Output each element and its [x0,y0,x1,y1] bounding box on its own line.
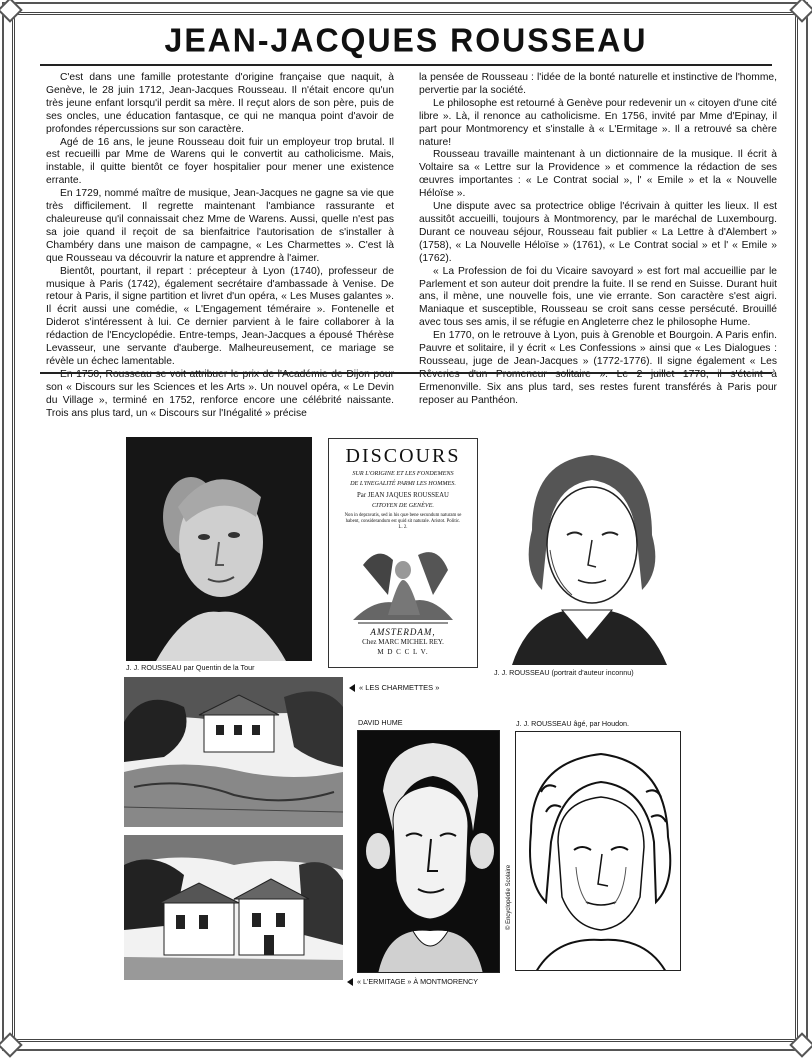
page-title: JEAN-JACQUES ROUSSEAU [164,21,648,59]
caption-ermitage-text: « L'ERMITAGE » À MONTMORENCY [357,977,479,986]
paragraph: Agé de 16 ans, le jeune Rousseau doit fuir un employeur trop brutal. Il est recueilli par Mme de Warens qui le convertit au catholicisme. Mais, instable, il quitte bientôt ce foyer hospitalier pour mener une existence errante. [46,136,394,187]
paragraph: Une dispute avec sa protectrice oblige l'écrivain à quitter les lieux. Il est aussitôt accueilli, toujours à Montmorency, par le maréchal de Luxembourg. Durant ce nouveau séjour, Rousseau fait publier « La Lettre à d'Alembert » (1758), « La Nouvelle Héloïse » (1761), « Le Contrat social » et l' « Emile » (1762). [419,201,777,264]
text-end-rule [40,372,772,374]
caption-ermitage [347,977,478,986]
david-hume-image [357,730,500,973]
les-charmettes-image [124,677,343,827]
book-vignette-image [348,535,458,625]
text-column-right [419,72,777,408]
paragraph: la pensée de Rousseau : l'idée de la bonté naturelle et instinctive de l'homme, pervertie par la société. [419,72,777,96]
book-author: Par JEAN JAQUES ROUSSEAU [357,492,449,499]
rousseau-houdon-image [515,731,681,971]
arrow-left-icon [347,978,353,986]
book-citizen: CITOYEN DE GENÈVE. [372,502,434,509]
paragraph: Rousseau travaille maintenant à un dictionnaire de la musique. Il écrit à Voltaire sa « Lettre sur la Providence » et commence la rédaction de ses œuvres importantes : « Le Contrat social », l' « Emile » et la « Nouvelle Héloïse ». [419,149,777,200]
paragraph: En 1729, nommé maître de musique, Jean-Jacques ne gagne sa vie que très difficilement. Il regrette maintenant l'ambiance rassurante et chaleureuse qu'il connaissait chez Mme de Warens. Aussi, quelle n'est pas sa joie quand il reçoit de sa bienfaitrice l'autorisation de s'installer à Chambéry dans une maison de campagne, « Les Charmettes ». C'est là que Rousseau va découvrir la nature et apprendre à l'aimer. [46,188,394,264]
text-column-left [46,72,394,420]
book-title-page [328,438,478,668]
copyright-notice: © Encyclopédie Scolaire [506,864,512,930]
book-year: M D C C L V. [377,648,429,656]
title-rule [40,64,772,66]
book-subtitle: DE L'INEGALITÉ PARMI LES HOMMES. [350,480,456,487]
caption-hume: DAVID HUME [358,718,403,727]
book-publisher: Chez MARC MICHEL REY. [362,638,444,646]
book-epigraph: Non in depravatis, sed in his quæ bene secundum naturam se habent, considerandum est quid sit naturale. Aristot. Politic. L. 2. [344,513,462,530]
portrait-la-tour-image [126,437,312,661]
arrow-left-icon [349,684,355,692]
paragraph: C'est dans une famille protestante d'origine française que naquit, à Genève, le 28 juin 1712, Jean-Jacques Rousseau. Il n'était encore qu'un très jeune enfant lorsqu'il perdit sa mère. Il reçut alors de son père, puis de ses oncles, une éducation fantasque, ce qui ne manqua point d'avoir de profondes répercussions sur son caractère. [46,72,394,135]
paragraph: En 1770, on le retrouve à Lyon, puis à Grenoble et Bourgoin. A Paris enfin. Pauvre et solitaire, il y écrit « Les Confessions » ainsi que « Les Dialogues : Rousseau, juge de Jean-Jacques » (1772-1776). Il signe également « Les Rêveries d'un Promeneur solitaire ». Le 2 juillet 1778, il s'éteint à Ermenonville. Six ans plus tard, ses restes furent transférés à Paris pour reposer au Panthéon. [419,330,777,406]
paragraph: Le philosophe est retourné à Genève pour redevenir un « citoyen d'une cité libre ». Là, il renonce au catholicisme. En 1756, invité par Mme d'Epinay, il part pour Montmorency et s'installe à « L'Ermitage ». Il a retrouvé sa chère nature! [419,97,777,148]
caption-unknown: J. J. ROUSSEAU (portrait d'auteur inconnu) [494,668,634,677]
book-subtitle: SUR L'ORIGINE ET LES FONDEMENS [352,470,454,477]
ermitage-image [124,835,343,980]
paragraph: En 1750, Rousseau se voit attribuer le prix de l'Académie de Dijon pour son « Discours sur les Sciences et les Arts ». Un nouvel opéra, « Le Devin du Village », terminé en 1752, renforce encore une célébrité naissante. Trois ans plus tard, un « Discours sur l'Inégalité » précise [46,368,394,419]
caption-charmettes-text: « LES CHARMETTES » [359,683,440,692]
caption-la-tour: J. J. ROUSSEAU par Quentin de la Tour [126,663,255,672]
caption-charmettes [349,683,439,692]
book-place: AMSTERDAM, [370,627,436,637]
caption-houdon: J. J. ROUSSEAU âgé, par Houdon. [516,719,630,728]
paragraph: « La Profession de foi du Vicaire savoyard » est fort mal accueillie par le Parlement et son auteur doit prendre la fuite. Il se rend en Suisse. Durant huit ans, il mène, une nouvelle fois, une vie errante. Son caractère s'est aigri. Maniaque et susceptible, Rousseau se croit sans cesse persécuté. Brouillé avec tous ses amis, il se réfugie en Angleterre chez le philosophe Hume. [419,265,777,329]
paragraph: Bientôt, pourtant, il repart : précepteur à Lyon (1740), professeur de musique à Paris (1742), également secrétaire d'ambassade à Venise. De retour à Paris, il signe partition et livret d'un opéra, « Les Muses galantes ». Il écrit aussi une comédie, « L'Engagement téméraire ». Fontenelle et Diderot s'intéressent à lui. Ce dernier parvient à le faire collaborer à la rédaction de l'Encyclopédie. Entre-temps, Jean-Jacques a épousé Thérèse Levasseur, une servante d'auberge. Malheureusement, ce mariage se révèle un échec lamentable. [46,265,394,367]
portrait-unknown-image [492,440,682,665]
book-title: DISCOURS [345,445,461,467]
